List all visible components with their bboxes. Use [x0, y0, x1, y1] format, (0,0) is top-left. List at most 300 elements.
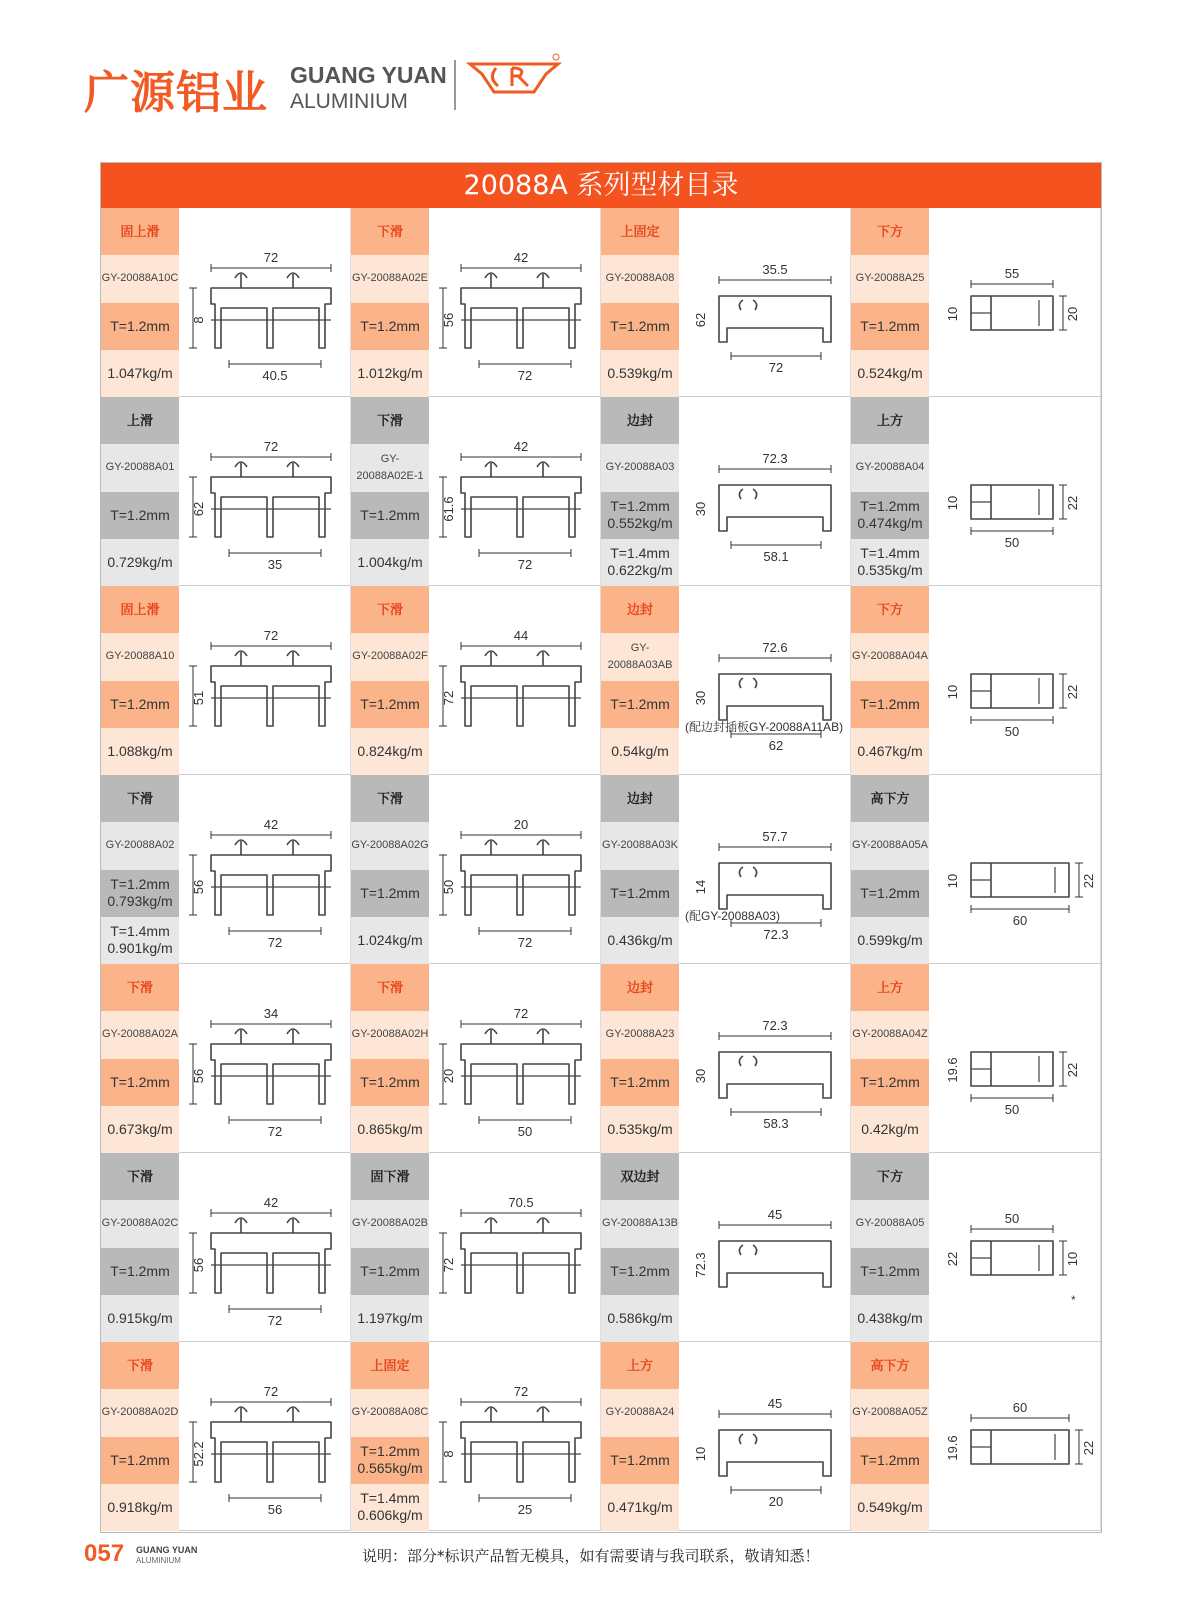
product-name	[601, 775, 679, 822]
product-code	[101, 633, 179, 680]
product-name	[851, 775, 929, 822]
product-info	[601, 775, 679, 964]
product-spec-secondary	[351, 1484, 429, 1531]
product-code-text: GY-20088A02F	[352, 650, 428, 663]
dimension-label: 52.2	[191, 1441, 206, 1467]
profile-cross-section	[431, 208, 599, 397]
dimension-label: 62	[191, 501, 206, 517]
product-spec-primary-text: T=1.2mm	[610, 1073, 670, 1090]
product-spec-primary-text: T=1.2mm	[110, 506, 170, 523]
dimension-label: 72	[441, 1257, 456, 1273]
dimension-label: 57.7	[762, 829, 788, 844]
product-spec-primary	[601, 1437, 679, 1484]
dimension-label: 72	[267, 1313, 283, 1328]
product-code	[601, 1200, 679, 1247]
profile-drawing	[181, 1153, 349, 1342]
product-spec-secondary	[101, 728, 179, 775]
product-info	[601, 1342, 679, 1531]
product-cell	[851, 775, 1101, 964]
product-spec-primary-text: T=1.2mm	[360, 695, 420, 712]
profile-drawing	[431, 208, 599, 397]
profile-cross-section	[931, 586, 1099, 775]
product-spec-primary-text: T=1.2mm	[860, 884, 920, 901]
dimension-label: 56	[267, 1502, 283, 1517]
dimension-label: 72	[441, 690, 456, 706]
profile-drawing	[931, 208, 1099, 397]
dimension-label: 20	[1065, 306, 1080, 322]
product-spec-primary-text: T=1.2mm	[110, 1451, 170, 1468]
product-name	[351, 964, 429, 1011]
product-code-text: GY-20088A02B	[351, 1217, 429, 1230]
product-code	[601, 633, 679, 680]
product-name-text: 下滑	[376, 980, 403, 996]
product-name	[601, 586, 679, 633]
dimension-label: 72.3	[763, 927, 789, 942]
product-cell	[101, 397, 351, 586]
product-spec-secondary	[851, 728, 929, 775]
product-info	[351, 586, 429, 775]
dimension-label: 42	[513, 250, 529, 265]
profile-drawing	[931, 1342, 1099, 1531]
product-spec-secondary-text: 0.524kg/m	[857, 364, 923, 381]
dimension-label: 72.3	[762, 451, 788, 466]
product-spec-primary-text: T=1.2mm	[360, 1262, 420, 1279]
product-cell	[851, 208, 1101, 397]
product-spec-primary	[851, 492, 929, 539]
dimension-label: 10	[945, 684, 960, 700]
product-spec-secondary	[601, 350, 679, 397]
product-cell	[851, 1153, 1101, 1342]
product-note: (配GY-20088A03)	[685, 909, 780, 923]
product-cell	[351, 1153, 601, 1342]
dimension-label: 45	[767, 1396, 783, 1411]
dimension-label: 72	[263, 250, 279, 265]
dimension-label: 72	[517, 557, 533, 572]
gy-emblem-icon	[466, 52, 562, 106]
product-spec-primary-text: T=1.2mm	[360, 506, 420, 523]
dimension-label: 22	[1081, 873, 1096, 889]
dimension-label: 50	[1004, 724, 1020, 739]
product-spec-secondary	[601, 1484, 679, 1531]
product-name	[101, 1153, 179, 1200]
product-spec-primary-text: T=1.2mm	[860, 695, 920, 712]
product-name	[101, 964, 179, 1011]
product-spec-primary	[351, 1248, 429, 1295]
product-spec-primary-text: T=1.2mm	[110, 317, 170, 334]
product-name	[101, 775, 179, 822]
product-spec-secondary	[351, 350, 429, 397]
product-spec-primary	[351, 681, 429, 728]
product-spec-secondary	[101, 1484, 179, 1531]
product-cell	[101, 964, 351, 1153]
product-code-text: GY-20088A02D	[101, 1406, 179, 1419]
dimension-label: 40.5	[262, 368, 288, 383]
product-code	[851, 633, 929, 680]
dimension-label: 72	[263, 1384, 279, 1399]
product-spec-secondary-text: 1.004kg/m	[357, 553, 423, 570]
dimension-label: 22	[1065, 684, 1080, 700]
product-info	[851, 775, 929, 964]
product-name	[101, 208, 179, 255]
profile-cross-section	[681, 775, 849, 964]
product-spec-secondary	[851, 1484, 929, 1531]
dimension-label: 19.6	[945, 1435, 960, 1461]
product-name	[351, 1342, 429, 1389]
profile-cross-section	[431, 1153, 599, 1342]
dimension-label: 10	[693, 1446, 708, 1462]
product-spec-primary	[851, 303, 929, 350]
product-spec-secondary-text: 0.915kg/m	[107, 1309, 173, 1326]
dimension-label: 30	[693, 1068, 708, 1084]
dimension-label: 35	[267, 557, 283, 572]
product-spec-secondary-text: 0.918kg/m	[107, 1498, 173, 1515]
product-spec-secondary-text: 1.012kg/m	[357, 364, 423, 381]
product-spec-secondary-text: 0.535kg/m	[607, 1120, 673, 1137]
product-spec-primary-text: T=1.2mm	[610, 884, 670, 901]
product-spec-secondary	[101, 350, 179, 397]
product-spec-primary	[851, 1437, 929, 1484]
product-code	[101, 1200, 179, 1247]
profile-cross-section	[181, 775, 349, 964]
product-info	[851, 586, 929, 775]
product-cell	[851, 1342, 1101, 1531]
dimension-label: 58.1	[763, 549, 789, 564]
product-name	[851, 208, 929, 255]
dimension-label: 22	[1065, 495, 1080, 511]
dimension-label: 72	[267, 935, 283, 950]
logo-divider	[454, 60, 456, 110]
product-code-text: GY-20088A02G	[351, 839, 429, 852]
product-info	[101, 1342, 179, 1531]
product-spec-primary	[851, 1248, 929, 1295]
product-spec-secondary	[101, 1295, 179, 1342]
profile-cross-section	[681, 397, 849, 586]
dimension-label: 30	[693, 690, 708, 706]
product-code-text: GY-20088A10C	[101, 272, 179, 285]
product-spec-primary-text: T=1.2mm 0.565kg/m	[357, 1443, 423, 1477]
product-code-text: GY-20088A03	[605, 461, 675, 474]
profile-cross-section	[181, 964, 349, 1153]
profile-cross-section	[681, 586, 849, 775]
product-name	[851, 964, 929, 1011]
product-spec-primary	[101, 1059, 179, 1106]
product-cell	[101, 1153, 351, 1342]
product-spec-secondary-text: 1.047kg/m	[107, 364, 173, 381]
profile-drawing	[181, 586, 349, 775]
product-name-text: 上方	[626, 1358, 653, 1374]
product-code	[601, 1011, 679, 1058]
product-name	[351, 775, 429, 822]
product-cell	[101, 208, 351, 397]
product-spec-secondary-text: 0.824kg/m	[357, 742, 423, 759]
product-code-text: GY-20088A02H	[351, 1028, 429, 1041]
product-name-text: 上方	[876, 413, 903, 429]
product-name	[601, 1342, 679, 1389]
brand-name-cn: 广源铝业	[84, 66, 269, 119]
profile-drawing	[681, 208, 849, 397]
dimension-label: 35.5	[762, 262, 788, 277]
product-spec-secondary	[351, 728, 429, 775]
product-spec-primary	[601, 1248, 679, 1295]
product-spec-secondary-text: 0.549kg/m	[857, 1498, 923, 1515]
product-name-text: 上固定	[370, 1358, 410, 1374]
product-spec-secondary	[601, 917, 679, 964]
product-spec-secondary-text: 0.539kg/m	[607, 364, 673, 381]
product-cell	[351, 775, 601, 964]
dimension-label: 72	[513, 1384, 529, 1399]
product-name-text: 双边封	[620, 1169, 660, 1185]
product-note: (配边封插板GY-20088A11AB)	[685, 720, 844, 734]
product-info	[601, 397, 679, 586]
dimension-label: 44	[513, 628, 529, 643]
product-name-text: 上固定	[620, 224, 660, 240]
dimension-label: 56	[191, 879, 206, 895]
profile-drawing	[931, 775, 1099, 964]
product-code	[351, 444, 429, 491]
dimension-label: 19.6	[945, 1057, 960, 1083]
product-info	[851, 1153, 929, 1342]
product-info	[601, 1153, 679, 1342]
profile-drawing	[931, 1153, 1099, 1342]
dimension-label: 60	[1012, 913, 1028, 928]
product-spec-secondary-text: T=1.4mm 0.901kg/m	[107, 923, 173, 957]
product-code-text: GY-20088A03K	[601, 839, 679, 852]
product-spec-secondary-text: 0.865kg/m	[357, 1120, 423, 1137]
profile-cross-section	[931, 397, 1099, 586]
product-name-text: 固上滑	[120, 602, 160, 618]
product-name-text: 固下滑	[370, 1169, 410, 1185]
dimension-label: 51	[191, 690, 206, 706]
product-cell	[351, 1342, 601, 1531]
product-info	[851, 397, 929, 586]
dimension-label: 42	[263, 817, 279, 832]
product-spec-primary	[601, 492, 679, 539]
product-spec-secondary-text: 0.54kg/m	[611, 742, 669, 759]
profile-drawing	[431, 775, 599, 964]
product-code	[851, 1389, 929, 1436]
dimension-label: 50	[441, 879, 456, 895]
product-name-text: 边封	[626, 980, 653, 996]
product-code	[101, 444, 179, 491]
footer-brand-line1: GUANG YUAN	[136, 1545, 198, 1555]
product-spec-primary-text: T=1.2mm	[110, 695, 170, 712]
product-spec-primary-text: T=1.2mm 0.474kg/m	[857, 498, 923, 532]
product-spec-primary	[851, 870, 929, 917]
product-spec-primary-text: T=1.2mm	[610, 1262, 670, 1279]
product-code-text: GY-20088A02	[105, 839, 175, 852]
dimension-label: 72	[263, 628, 279, 643]
product-spec-secondary	[351, 539, 429, 586]
footer-brand-line2: ALUMINIUM	[136, 1556, 181, 1565]
product-spec-primary-text: T=1.2mm	[610, 317, 670, 334]
product-spec-secondary	[101, 917, 179, 964]
product-name-text: 下滑	[376, 791, 403, 807]
product-cell	[351, 586, 601, 775]
profile-drawing	[431, 1342, 599, 1531]
product-spec-secondary-text: T=1.4mm 0.535kg/m	[857, 545, 923, 579]
product-code-text: GY-20088A02E-1	[356, 452, 424, 482]
product-spec-primary	[851, 1059, 929, 1106]
dimension-label: 20	[513, 817, 529, 832]
profile-drawing	[181, 208, 349, 397]
product-code-text: GY-20088A04Z	[852, 1028, 928, 1041]
product-spec-primary	[101, 303, 179, 350]
dimension-label: 34	[263, 1006, 279, 1021]
profile-cross-section	[431, 586, 599, 775]
dimension-label: 20	[768, 1494, 784, 1509]
product-info	[351, 775, 429, 964]
product-cell	[601, 208, 851, 397]
profile-cross-section	[181, 397, 349, 586]
dimension-label: 72	[267, 1124, 283, 1139]
product-name	[351, 397, 429, 444]
product-code	[601, 1389, 679, 1436]
dimension-label: 72.3	[693, 1252, 708, 1278]
product-name-text: 下滑	[126, 980, 153, 996]
product-spec-primary	[601, 1059, 679, 1106]
product-spec-primary-text: T=1.2mm	[360, 317, 420, 334]
product-info	[851, 1342, 929, 1531]
product-code-text: GY-20088A05	[855, 1217, 925, 1230]
product-name-text: 下方	[876, 224, 903, 240]
product-info	[101, 964, 179, 1153]
product-name-text: 高下方	[870, 1358, 910, 1374]
product-spec-secondary-text: T=1.4mm 0.622kg/m	[607, 545, 673, 579]
dimension-label: 14	[693, 879, 708, 895]
profile-drawing	[681, 586, 849, 775]
dimension-label: 30	[693, 501, 708, 517]
dimension-label: 72	[513, 1006, 529, 1021]
profile-drawing	[681, 1342, 849, 1531]
product-code-text: GY-20088A03AB	[607, 641, 673, 671]
product-cell	[601, 775, 851, 964]
product-spec-secondary	[601, 539, 679, 586]
profile-cross-section	[931, 964, 1099, 1153]
product-code	[101, 255, 179, 302]
product-spec-secondary	[101, 1106, 179, 1153]
product-cell	[601, 1342, 851, 1531]
product-info	[101, 586, 179, 775]
dimension-label: 72.6	[762, 640, 788, 655]
product-spec-secondary-text: 0.436kg/m	[607, 931, 673, 948]
product-code	[851, 1200, 929, 1247]
product-code-text: GY-20088A24	[605, 1406, 675, 1419]
product-spec-primary	[351, 492, 429, 539]
dimension-label: 62	[693, 312, 708, 328]
profile-drawing	[681, 775, 849, 964]
product-cell	[351, 208, 601, 397]
product-spec-primary-text: T=1.2mm 0.793kg/m	[107, 876, 173, 910]
no-mold-star-marker: *	[1071, 1293, 1076, 1307]
product-name-text: 下滑	[376, 602, 403, 618]
dimension-label: 22	[1081, 1440, 1096, 1456]
product-info	[851, 208, 929, 397]
brand-name-en-line1: GUANG YUAN	[290, 62, 447, 88]
product-spec-primary-text: T=1.2mm	[860, 1073, 920, 1090]
profile-drawing	[681, 397, 849, 586]
product-code-text: GY-20088A05Z	[852, 1406, 928, 1419]
product-code	[601, 255, 679, 302]
product-name-text: 下滑	[126, 1169, 153, 1185]
dimension-label: 25	[517, 1502, 533, 1517]
product-code	[601, 822, 679, 869]
dimension-label: 10	[945, 306, 960, 322]
product-spec-secondary	[601, 728, 679, 775]
product-name-text: 下滑	[126, 791, 153, 807]
product-spec-primary	[851, 681, 929, 728]
product-code	[351, 822, 429, 869]
dimension-label: 42	[263, 1195, 279, 1210]
product-cell	[851, 397, 1101, 586]
product-spec-primary	[101, 492, 179, 539]
dimension-label: 56	[441, 312, 456, 328]
product-spec-primary-text: T=1.2mm	[110, 1262, 170, 1279]
product-spec-primary	[101, 870, 179, 917]
profile-cross-section	[431, 964, 599, 1153]
dimension-label: 20	[441, 1068, 456, 1084]
product-spec-primary	[351, 1437, 429, 1484]
product-code	[351, 1011, 429, 1058]
dimension-label: 10	[945, 873, 960, 889]
product-name	[601, 964, 679, 1011]
product-code-text: GY-20088A02C	[101, 1217, 179, 1230]
product-code-text: GY-20088A01	[105, 461, 175, 474]
product-spec-secondary	[351, 1106, 429, 1153]
product-code-text: GY-20088A08C	[351, 1406, 429, 1419]
product-spec-primary-text: T=1.2mm	[360, 1073, 420, 1090]
dimension-label: 42	[513, 439, 529, 454]
product-code-text: GY-20088A04A	[851, 650, 929, 663]
product-spec-secondary-text: 0.438kg/m	[857, 1309, 923, 1326]
profile-cross-section	[431, 397, 599, 586]
product-info	[601, 586, 679, 775]
product-name-text: 下方	[876, 1169, 903, 1185]
product-spec-primary-text: T=1.2mm	[360, 884, 420, 901]
profile-drawing	[431, 586, 599, 775]
product-info	[351, 397, 429, 586]
product-name	[101, 397, 179, 444]
profile-drawing	[181, 1342, 349, 1531]
product-code-text: GY-20088A02A	[101, 1028, 179, 1041]
product-name	[601, 1153, 679, 1200]
dimension-label: 22	[1065, 1062, 1080, 1078]
product-code	[351, 1200, 429, 1247]
profile-cross-section	[181, 1153, 349, 1342]
product-name	[601, 208, 679, 255]
product-code-text: GY-20088A10	[105, 650, 175, 663]
page-number: 057	[84, 1540, 125, 1567]
product-spec-primary	[351, 1059, 429, 1106]
product-spec-secondary	[101, 539, 179, 586]
product-cell	[351, 397, 601, 586]
profile-cross-section	[681, 1342, 849, 1531]
product-name-text: 固上滑	[120, 224, 160, 240]
profile-cross-section	[431, 1342, 599, 1531]
dimension-label: 70.5	[508, 1195, 534, 1210]
product-spec-secondary	[851, 1106, 929, 1153]
product-code	[851, 255, 929, 302]
product-code-text: GY-20088A08	[605, 272, 675, 285]
product-name-text: 下滑	[126, 1358, 153, 1374]
profile-cross-section	[931, 1153, 1099, 1342]
product-name-text: 上滑	[126, 413, 153, 429]
product-info	[101, 208, 179, 397]
dimension-label: 60	[1012, 1400, 1028, 1415]
profile-drawing	[181, 964, 349, 1153]
profile-drawing	[431, 397, 599, 586]
profile-drawing	[181, 397, 349, 586]
product-spec-secondary-text: 0.729kg/m	[107, 553, 173, 570]
